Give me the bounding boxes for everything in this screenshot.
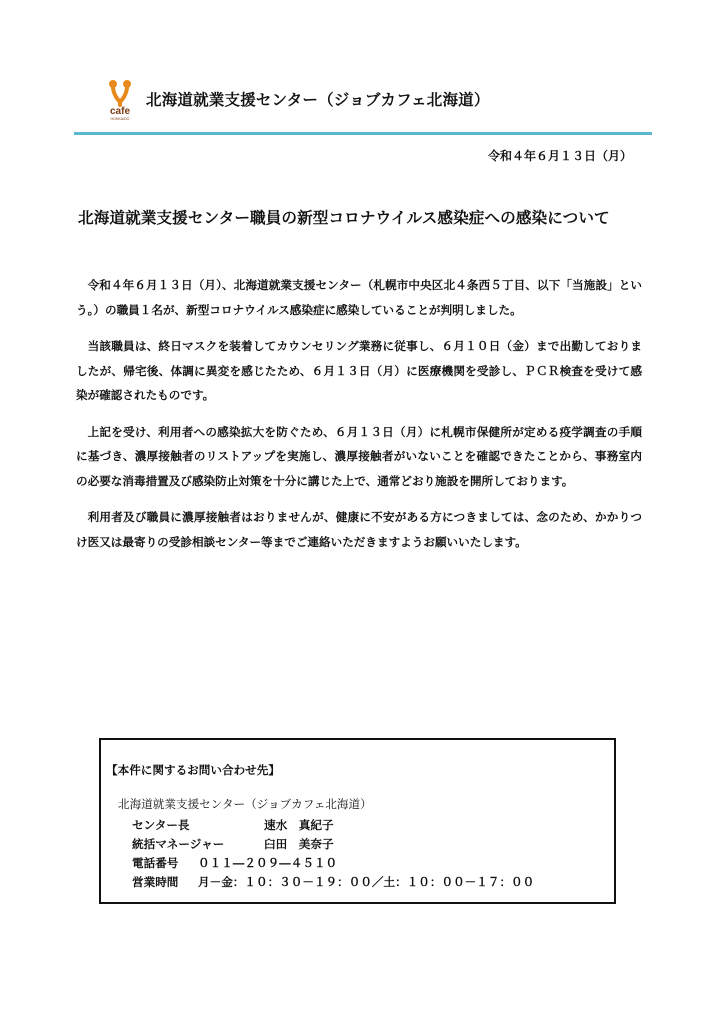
paragraph: 当該職員は、終日マスクを装着してカウンセリング業務に従事し、６月１０日（金）まで出勤しておりましたが、帰宅後、体調に異変を感じたため、６月１３日（月）に医療機関を受診し、ＰＣＲ検査を受けて感染が確認されたものです。 bbox=[76, 339, 642, 402]
paragraph: 令和４年６月１３日（月）、北海道就業支援センター（札幌市中央区北４条西５丁目、以下「当施設」という。）の職員１名が、新型コロナウイルス感染症に感染していることが判明しました。 bbox=[76, 278, 642, 317]
header-divider bbox=[74, 132, 652, 135]
contact-label: センター長 bbox=[132, 818, 190, 832]
phone-number: ０１１―２０９―４５１０ bbox=[198, 856, 338, 870]
body-text bbox=[76, 273, 642, 566]
contact-row-director bbox=[132, 817, 334, 833]
contact-box bbox=[99, 738, 616, 904]
contact-label: 統括マネージャー bbox=[132, 837, 225, 851]
logo-wordmark: cafe bbox=[109, 106, 131, 117]
paragraph: 利用者及び職員に濃厚接触者はおりませんが、健康に不安がある方につきましては、念のため、かかりつけ医又は最寄りの受診相談センター等までご連絡いただきますようお願いいたします。 bbox=[76, 510, 642, 549]
contact-organization: 北海道就業支援センター（ジョブカフェ北海道） bbox=[118, 797, 372, 811]
business-hours: 月－金：１０：３０－１９：００／土：１０：００－１７：００ bbox=[198, 875, 535, 889]
page-title: 北海道就業支援センター職員の新型コロナウイルス感染症への感染について bbox=[78, 208, 610, 227]
contact-label: 電話番号 bbox=[132, 856, 179, 870]
contact-value: 臼田 美奈子 bbox=[264, 837, 334, 851]
logo-subtext: HOKKAIDO bbox=[110, 117, 130, 121]
document-header bbox=[104, 78, 644, 122]
jobcafe-logo bbox=[104, 78, 136, 122]
paragraph: 上記を受け、利用者への感染拡大を防ぐため、６月１３日（月）に札幌市保健所が定める疫学調査の手順に基づき、濃厚接触者のリストアップを実施し、濃厚接触者がいないことを確認できたことから、事務室内の必要な消毒措置及び感染防止対策を十分に講じた上で、通常どおり施設を開所しております。 bbox=[76, 424, 642, 488]
organization-title: 北海道就業支援センター（ジョブカフェ北海道） bbox=[146, 90, 490, 109]
contact-heading: 【本件に関するお問い合わせ先】 bbox=[106, 763, 280, 777]
contact-row-hours bbox=[132, 874, 535, 890]
contact-row-manager bbox=[132, 836, 334, 852]
contact-label: 営業時間 bbox=[132, 875, 179, 889]
document-date: 令和４年６月１３日（月） bbox=[487, 149, 632, 163]
contact-value: 速水 真紀子 bbox=[264, 818, 334, 832]
contact-row-phone bbox=[132, 855, 338, 871]
